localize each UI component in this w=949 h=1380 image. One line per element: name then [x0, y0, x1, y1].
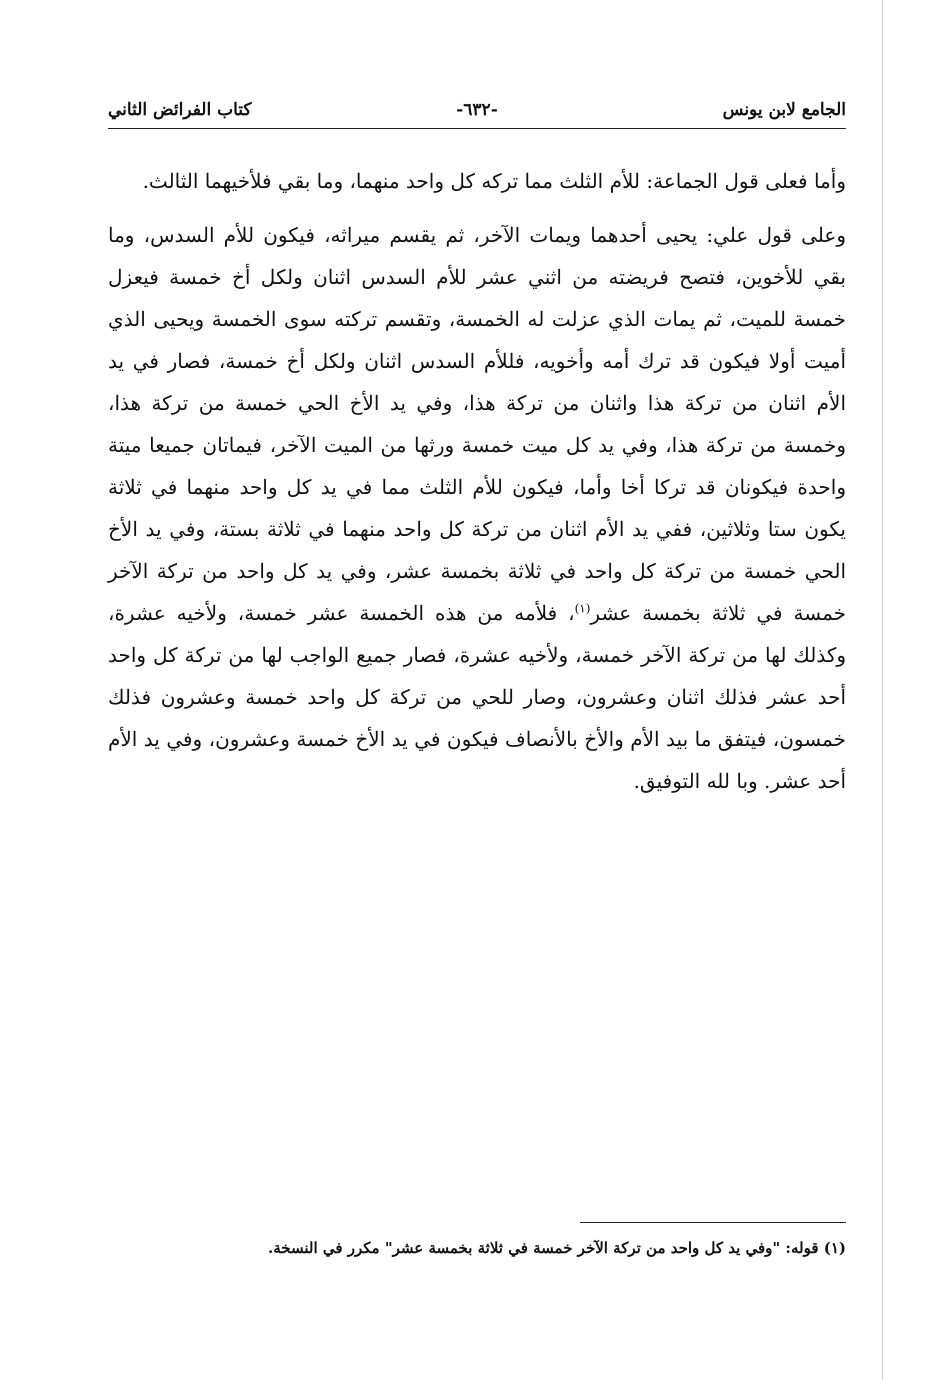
header-page-number: -٦٣٢-	[456, 100, 498, 120]
header-book-title: الجامع لابن يونس	[722, 100, 846, 120]
footnote-rule	[580, 1222, 846, 1223]
footnote: (١) قوله: "وفي يد كل واحد من تركة الآخر خمسة في ثلاثة بخمسة عشر" مكرر في النسخة.	[268, 1239, 846, 1257]
running-header	[108, 100, 846, 126]
paragraph-2	[108, 214, 846, 802]
paragraph-1: وأما فعلى قول الجماعة: للأم الثلث مما تركه كل واحد منهما، وما بقي فلأخيهما الثالث.	[142, 169, 846, 193]
header-chapter-title: كتاب الفرائض الثاني	[108, 100, 252, 120]
footnote-marker: (١)	[574, 601, 591, 616]
paragraph-2-part-2: ، فلأمه من هذه الخمسة عشر خمسة، ولأخيه عشرة، وكذلك لها من تركة الآخر خمسة، ولأخيه عشرة، فصار جميع الواجب لها من تركة كل واحد أحد عشر فذلك اثنان وعشرون، وصار للحي من تركة كل واحد خمسة وعشرون فذلك خمسون، فيتفق ما بيد الأم والأخ بالأنصاف فيكون في يد الأخ خمسة وعشرون، وفي يد الأم أحد عشر. وبا لله التوفيق.	[108, 601, 846, 793]
header-rule	[108, 128, 846, 129]
page-edge-line	[882, 0, 883, 1380]
main-text	[108, 160, 846, 802]
paragraph-2-part-1: وعلى قول علي: يحيى أحدهما ويمات الآخر، ثم يقسم ميراثه، فيكون للأم السدس، وما بقي للأخوين، فتصح فريضته من اثني عشر للأم السدس اثنان ولكل أخ خمسة فيعزل خمسة للميت، ثم يمات الذي عزلت له الخمسة، وتقسم تركته سوى الخمسة ويحيى الذي أميت أولا فيكون قد ترك أمه وأخويه، فللأم السدس اثنان ولكل أخ خمسة، فصار في يد الأم اثنان من تركة هذا واثنان من تركة هذا، وفي يد الأخ الحي خمسة من تركة هذا، وخمسة من تركة هذا، وفي يد كل ميت خمسة ورثها من الميت الآخر، فيماتان جميعا ميتة واحدة فيكونان قد تركا أخا وأما، فيكون للأم الثلث مما في يد كل واحد منهما في ثلاثة يكون ستا وثلاثين، ففي يد الأم اثنان من تركة كل واحد منهما في ثلاثة بستة، وفي يد الأخ الحي خمسة من تركة كل واحد في ثلاثة بخمسة عشر، وفي يد كل واحد من تركة الآخر خمسة في ثلاثة بخمسة عشر	[108, 223, 847, 625]
